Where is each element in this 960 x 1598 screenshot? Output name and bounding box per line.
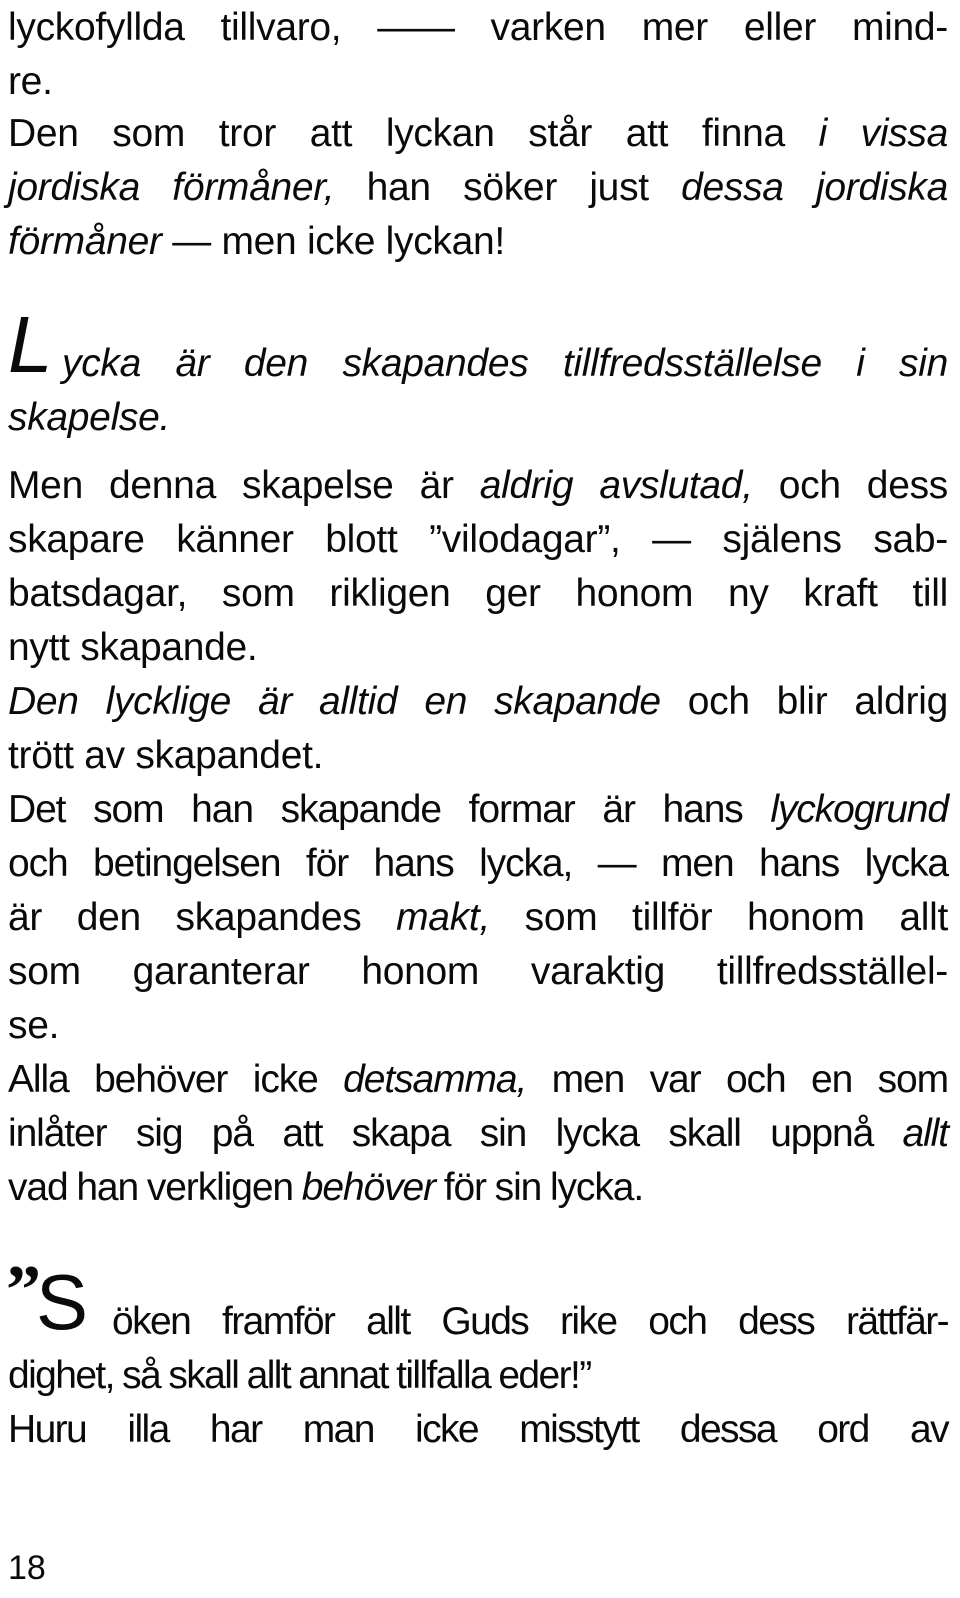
- text-line: [8, 786, 948, 834]
- text-line: [8, 1056, 948, 1104]
- italic-text: aldrig avslutad,: [479, 464, 753, 507]
- text-line: [8, 1110, 948, 1158]
- text-line: [8, 218, 948, 266]
- text-run: Huru illa har man icke misstytt dessa ord av: [8, 1408, 948, 1451]
- text-run: dighet, så skall allt annat tillfalla eder!”: [8, 1354, 591, 1397]
- text-line: [8, 732, 948, 780]
- text-run: för sin lycka.: [434, 1166, 644, 1209]
- text-run: och blir aldrig: [660, 680, 948, 723]
- text-line: [8, 1002, 948, 1050]
- text-line: [8, 1406, 948, 1454]
- text-run: öken framför allt Guds rike och dess rättfär-: [112, 1300, 948, 1343]
- text-line: [8, 894, 948, 942]
- text-run: men var och en som: [526, 1058, 949, 1101]
- text-line: [8, 1164, 948, 1212]
- text-run: är den skapandes: [8, 896, 397, 939]
- italic-text: lyckogrund: [770, 788, 948, 831]
- text-run: och betingelsen för hans lycka, — men hans lycka: [8, 842, 948, 885]
- italic-text: dessa jordiska: [681, 166, 948, 209]
- text-run: re.: [8, 60, 53, 103]
- text-run: nytt skapande.: [8, 626, 258, 669]
- text-run: som tillför honom allt: [489, 896, 948, 939]
- italic-text: skapelse.: [8, 396, 171, 439]
- drop-cap-l: L: [8, 300, 53, 389]
- text-line: [8, 678, 948, 726]
- text-run: Den som tror att lyckan står att finna: [8, 112, 819, 155]
- text-run: skapare känner blott ”vilodagar”, — själens sab-: [8, 518, 948, 561]
- text-line: [8, 4, 948, 52]
- italic-text: makt,: [396, 896, 490, 939]
- drop-cap-s: S: [36, 1258, 89, 1346]
- text-line: [8, 110, 948, 158]
- text-run: som garanterar honom varaktig tillfredsställel-: [8, 950, 948, 993]
- text-run: inlåter sig på att skapa sin lycka skall uppnå: [8, 1112, 903, 1155]
- opening-quote-mark: ”: [6, 1252, 41, 1329]
- text-line: [8, 1352, 948, 1400]
- italic-text: Den lycklige är alltid en skapande: [8, 680, 661, 723]
- italic-text: behöver: [301, 1166, 435, 1209]
- italic-text: i vissa: [818, 112, 948, 155]
- text-line: [8, 462, 948, 510]
- text-line: [62, 340, 948, 388]
- text-run: se.: [8, 1004, 60, 1047]
- text-line: [8, 570, 948, 618]
- text-run: lyckofyllda tillvaro, —— varken mer eller mind-: [8, 6, 948, 49]
- text-run: han söker just: [334, 166, 682, 209]
- text-line: [8, 948, 948, 996]
- text-line: [8, 624, 948, 672]
- italic-text: förmåner: [8, 220, 162, 263]
- text-run: trött av skapandet.: [8, 734, 324, 777]
- text-run: Alla behöver icke: [8, 1058, 344, 1101]
- text-run: — men icke lyckan!: [161, 220, 505, 263]
- text-run: batsdagar, som rikligen ger honom ny kraft till: [8, 572, 948, 615]
- italic-text: detsamma,: [343, 1058, 527, 1101]
- text-line: [8, 394, 948, 442]
- text-run: Men denna skapelse är: [8, 464, 480, 507]
- text-run: och dess: [752, 464, 948, 507]
- text-line: [8, 516, 948, 564]
- text-line: [8, 840, 948, 888]
- text-line: [8, 58, 948, 106]
- text-line: [8, 164, 948, 212]
- italic-text: ycka är den skapandes tillfredsställelse i sin: [62, 342, 948, 385]
- text-line: [112, 1298, 948, 1346]
- page-number: 18: [8, 1549, 46, 1587]
- text-run: vad han verkligen: [8, 1166, 302, 1209]
- italic-text: jordiska förmåner,: [8, 166, 335, 209]
- italic-text: allt: [902, 1112, 948, 1155]
- text-run: Det som han skapande formar är hans: [8, 788, 771, 831]
